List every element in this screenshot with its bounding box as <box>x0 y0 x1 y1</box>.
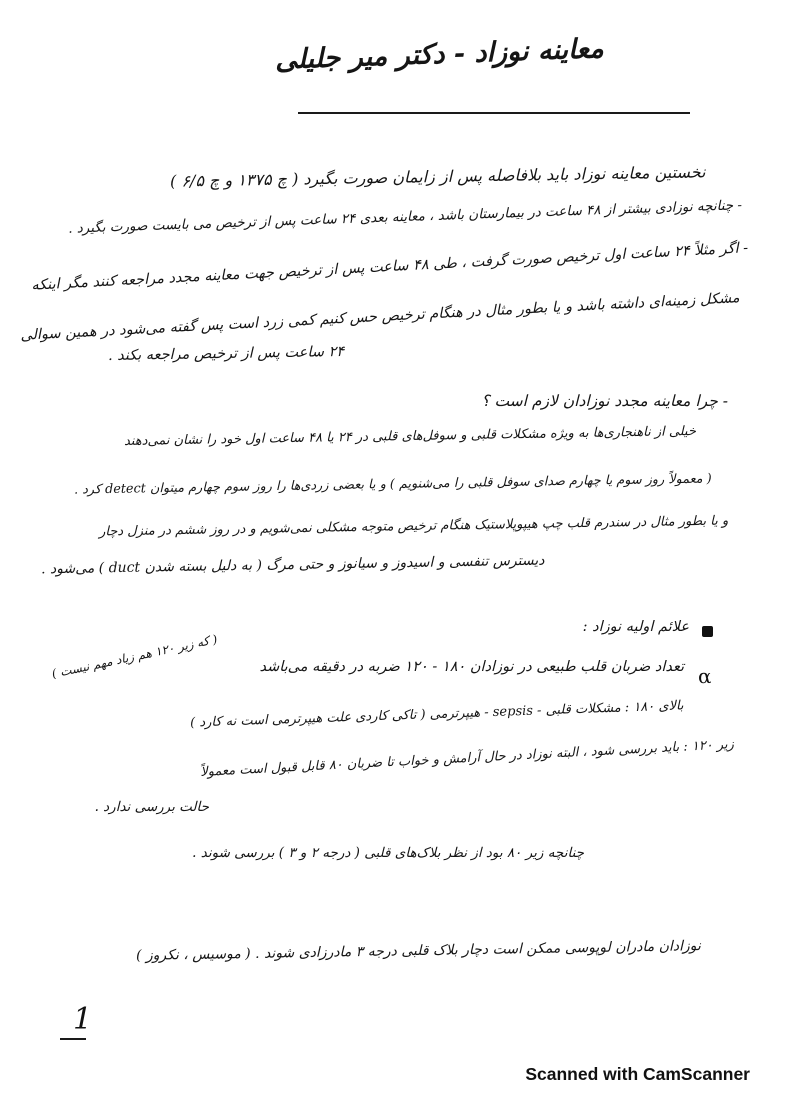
camscanner-watermark: Scanned with CamScanner <box>525 1064 750 1084</box>
title-underline <box>298 112 690 114</box>
line-8: ( معمولاً روز سوم یا چهارم صدای سوفل قلبی را می‌شنویم ) و یا بعضی زردی‌ها را روز سوم چهارم میتوان detect کرد . <box>74 471 713 498</box>
line-13: بالای ۱۸۰ : مشکلات قلبی - sepsis - هیپرترمی ( تاکی کاردی علت هیپرترمی است نه کارد ) <box>190 698 685 731</box>
line-16: چنانچه زیر ۸۰ بود از نظر بلاک‌های قلبی ( درجه ۲ و ۳ ) بررسی شوند . <box>192 845 584 861</box>
page-title: معاینه نوزاد - دکتر میر جلیلی <box>274 33 605 76</box>
line-12-note: ( که زیر ۱۲۰ هم زیاد مهم نیست ) <box>50 632 219 681</box>
page-number-underline <box>60 1038 86 1040</box>
alpha-marker: α <box>698 664 712 688</box>
line-7: خیلی از ناهنجاری‌ها به ویژه مشکلات قلبی و سوفل‌های قلبی در ۲۴ یا ۴۸ ساعت اول خود را نشان نمی‌دهند <box>123 424 697 449</box>
line-3: - اگر مثلاً ۲۴ ساعت اول ترخیص صورت گرفت ، طی ۴۸ ساعت پس از ترخیص جهت معاینه مجدد مراجعه کنند مگر اینکه <box>31 240 749 294</box>
line-1: نخستین معاینه نوزاد باید بلافاصله پس از زایمان صورت بگیرد ( چ ۱۳۷۵ و چ ۶/۵ ) <box>170 162 707 191</box>
line-11: علائم اولیه نوزاد : <box>582 619 689 635</box>
line-12: تعداد ضربان قلب طبیعی در نوزادان ۱۸۰ - ۱۲۰ ضربه در دقیقه می‌باشد <box>259 659 684 675</box>
line-17: نوزادان مادران لوپوسی ممکن است دچار بلاک قلبی درجه ۳ مادرزادی شوند . ( موسیس ، نکروز ) <box>136 938 702 964</box>
line-10: دیسترس تنفسی و اسیدوز و سیانوز و حتی مرگ ( به دلیل بسته شدن duct ) می‌شود . <box>40 552 545 578</box>
page-number: 1 <box>73 1002 93 1037</box>
line-15: حالت بررسی ندارد . <box>94 799 209 815</box>
line-14: زیر ۱۲۰ : باید بررسی شود ، البته نوزاد در حال آرامش و خواب تا ضربان ۸۰ قابل قبول است معمولاً <box>199 737 734 780</box>
line-4: مشکل زمینه‌ای داشته باشد و یا بطور مثال در هنگام ترخیص حس کنیم کمی زرد است پس گفته می‌شود در همین سوالی <box>19 290 740 344</box>
line-2: - چنانچه نوزادی بیشتر از ۴۸ ساعت در بیمارستان باشد ، معاینه بعدی ۲۴ ساعت پس از ترخیص می بایست صورت بگیرد . <box>67 197 743 237</box>
section-bullet-icon <box>702 626 713 637</box>
line-5: ۲۴ ساعت پس از ترخیص مراجعه بکند . <box>107 343 345 365</box>
line-6: - چرا معاینه مجدد نوزادان لازم است ؟ <box>481 392 728 410</box>
line-9: و یا بطور مثال در سندرم قلب چپ هیپوپلاستیک هنگام ترخیص متوجه مشکلی نمی‌شویم و در روز ششم در منزل دچار <box>98 513 729 540</box>
